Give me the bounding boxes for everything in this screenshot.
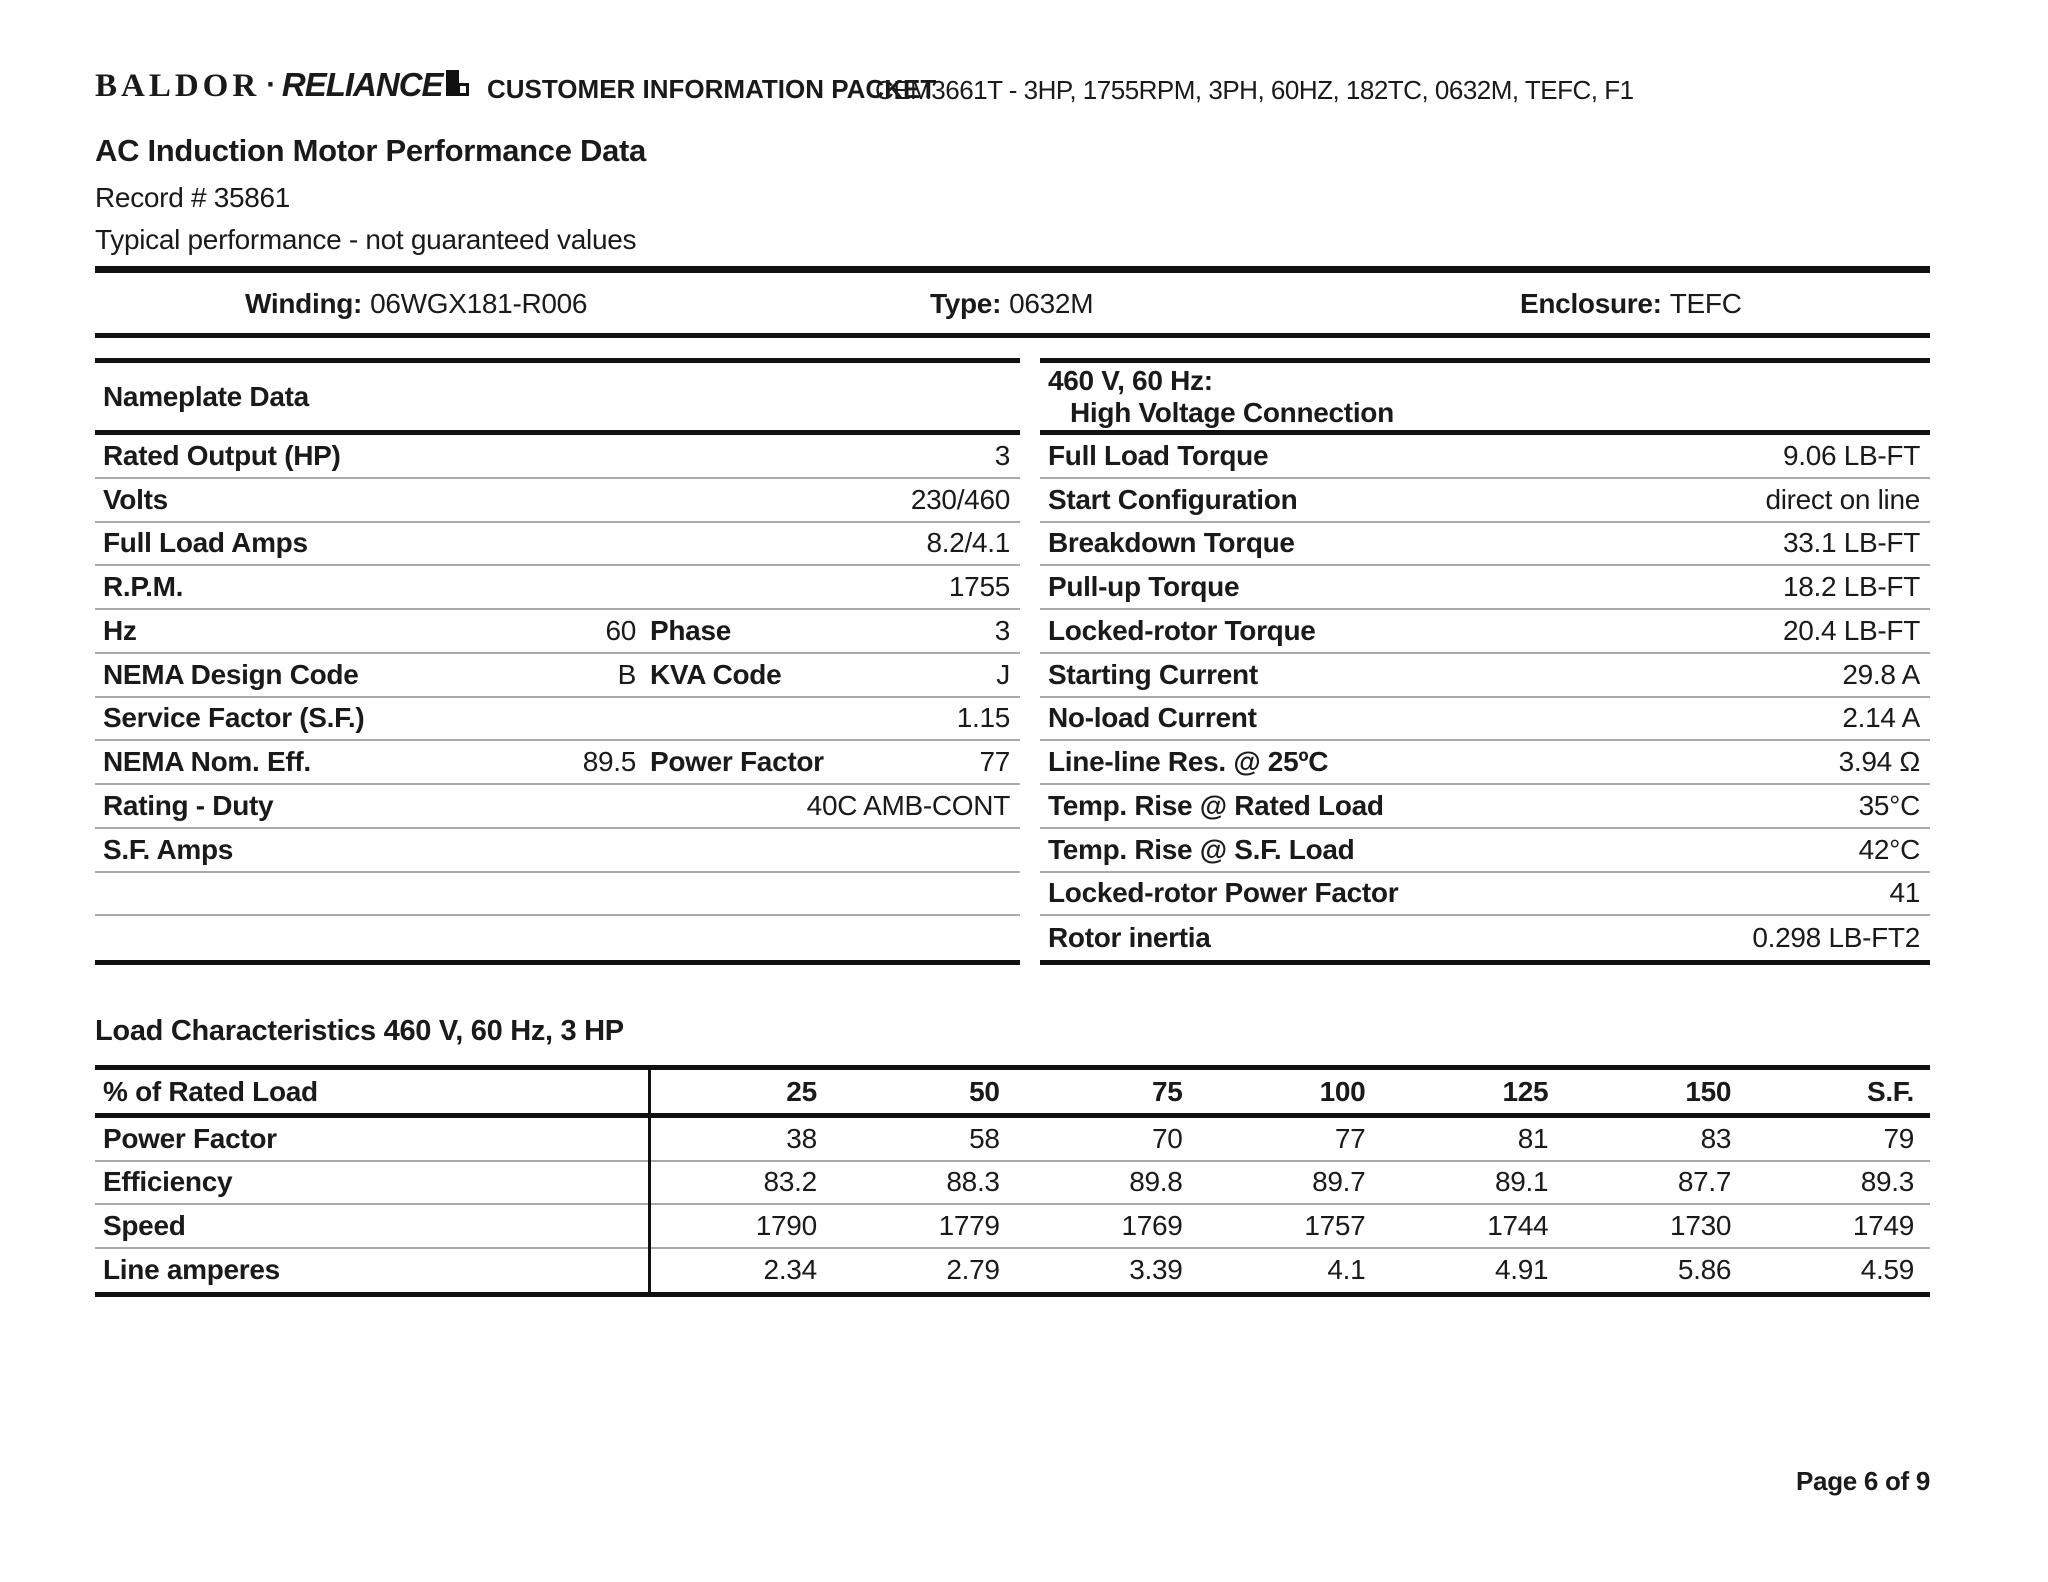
nameplate-row-mid-value: 60 (605, 614, 636, 646)
load-row-value: 88.3 (946, 1166, 1000, 1198)
nameplate-row (95, 785, 1020, 829)
hv-rows (1040, 435, 1930, 960)
nameplate-row (95, 654, 1020, 698)
logo-reliance-text: RELIANCE (281, 66, 443, 103)
hv-row (1040, 741, 1930, 785)
nameplate-row-label: R.P.M. (103, 571, 184, 603)
nameplate-row-label: S.F. Amps (103, 833, 234, 865)
load-row-value: 4.1 (1327, 1254, 1366, 1286)
nameplate-row-label: NEMA Design Code (103, 658, 359, 690)
hv-row-value: 9.06 LB-FT (1782, 439, 1920, 471)
logo-dot-separator: · (266, 68, 276, 101)
load-header-column: S.F. (1866, 1075, 1914, 1107)
load-row-value: 38 (786, 1122, 817, 1154)
hv-row-label: Start Configuration (1048, 483, 1298, 515)
load-row-value: 2.34 (763, 1254, 817, 1286)
hv-row (1040, 479, 1930, 523)
nameplate-row-label2: Power Factor (650, 746, 824, 778)
load-row-value: 79 (1883, 1122, 1914, 1154)
hv-row-label: Breakdown Torque (1048, 527, 1295, 559)
nameplate-rows (95, 435, 1020, 960)
load-header-column: 100 (1319, 1075, 1366, 1107)
winding-field (245, 288, 587, 320)
hv-row-label: Full Load Torque (1048, 439, 1269, 471)
hv-row-label: Starting Current (1048, 658, 1258, 690)
hv-row-value: 18.2 LB-FT (1782, 571, 1920, 603)
hv-row-label: Temp. Rise @ S.F. Load (1048, 833, 1355, 865)
load-row-value: 81 (1517, 1122, 1549, 1154)
spec-tables (95, 358, 1930, 965)
hv-row-label: Line-line Res. @ 25ºC (1048, 746, 1329, 778)
load-table-row (95, 1162, 1930, 1206)
load-table-row (95, 1205, 1930, 1249)
nameplate-row-value: J (996, 658, 1010, 690)
hv-row-label: Pull-up Torque (1048, 571, 1240, 603)
load-header-column: 50 (969, 1075, 1000, 1107)
nameplate-header-text: Nameplate Data (103, 380, 309, 412)
nameplate-row-label2: KVA Code (650, 658, 782, 690)
nameplate-row-value: 3 (994, 439, 1010, 471)
load-characteristics-table (95, 1065, 1930, 1297)
hv-row-label: No-load Current (1048, 702, 1257, 734)
nameplate-row (95, 610, 1020, 654)
nameplate-row (95, 566, 1020, 610)
load-row-value: 1779 (938, 1209, 1000, 1241)
hv-row-value: direct on line (1765, 483, 1920, 515)
nameplate-row-value: 40C AMB-CONT (806, 789, 1010, 821)
load-row-label: Power Factor (103, 1122, 277, 1154)
winding-value: 06WGX181-R006 (370, 288, 588, 319)
hv-row-value: 2.14 A (1842, 702, 1920, 734)
winding-info-bar (95, 266, 1930, 338)
nameplate-row-label2: Phase (650, 614, 731, 646)
hv-header-line2: High Voltage Connection (1070, 396, 1394, 428)
hv-row (1040, 435, 1930, 479)
hv-row (1040, 566, 1930, 610)
hv-row-value: 33.1 LB-FT (1782, 527, 1920, 559)
hv-row (1040, 654, 1930, 698)
load-row-value: 89.1 (1494, 1166, 1549, 1198)
hv-table-header (1040, 363, 1930, 435)
load-table-row (95, 1249, 1930, 1293)
load-row-value: 58 (969, 1122, 1000, 1154)
hv-row-value: 35°C (1858, 789, 1920, 821)
load-row-value: 1749 (1852, 1209, 1914, 1241)
hv-row-value: 29.8 A (1842, 658, 1920, 690)
nameplate-row-value: 230/460 (910, 483, 1010, 515)
logo-flag-icon (446, 70, 459, 96)
load-table-row (95, 1118, 1930, 1162)
nameplate-row-label: NEMA Nom. Eff. (103, 746, 311, 778)
load-row-value: 4.91 (1494, 1254, 1549, 1286)
load-table-body (95, 1118, 1930, 1292)
load-row-value: 1790 (755, 1209, 817, 1241)
title-block (95, 133, 646, 256)
high-voltage-connection-table (1040, 358, 1930, 965)
nameplate-row (95, 523, 1020, 567)
logo-baldor-text: BALDOR (95, 68, 261, 104)
motor-model-spec-line: CEM3661T - 3HP, 1755RPM, 3PH, 60HZ, 182TC, 0632M, TEFC, F1 (875, 75, 1634, 105)
load-header-label: % of Rated Load (103, 1075, 318, 1107)
load-header-column: 150 (1685, 1075, 1732, 1107)
hv-row (1040, 785, 1930, 829)
load-row-value: 83 (1700, 1122, 1732, 1154)
enclosure-value: TEFC (1669, 288, 1742, 319)
load-row-value: 5.86 (1677, 1254, 1732, 1286)
hv-row-value: 3.94 Ω (1838, 746, 1920, 778)
nameplate-row (95, 829, 1020, 873)
enclosure-label: Enclosure: (1520, 288, 1662, 319)
nameplate-row-label: Rating - Duty (103, 789, 274, 821)
nameplate-row-value: 1.15 (956, 702, 1010, 734)
nameplate-row-mid-value: B (617, 658, 636, 690)
nameplate-row-value: 1755 (948, 571, 1010, 603)
column-divider-line (648, 1070, 651, 1292)
load-row-label: Speed (103, 1209, 186, 1241)
hv-row-value: 20.4 LB-FT (1782, 614, 1920, 646)
load-row-value: 2.79 (946, 1254, 1000, 1286)
page-number: Page 6 of 9 (1796, 1466, 1930, 1496)
hv-row (1040, 829, 1930, 873)
nameplate-row (95, 698, 1020, 742)
nameplate-row-value: 77 (979, 746, 1010, 778)
hv-row-label: Locked-rotor Torque (1048, 614, 1316, 646)
nameplate-row (95, 435, 1020, 479)
enclosure-field (1520, 288, 1742, 320)
load-row-value: 4.59 (1860, 1254, 1914, 1286)
hv-row-value: 42°C (1858, 833, 1920, 865)
hv-row (1040, 610, 1930, 654)
load-row-value: 87.7 (1677, 1166, 1732, 1198)
type-value: 0632M (1009, 288, 1094, 319)
nameplate-data-table (95, 358, 1020, 965)
nameplate-row-label: Rated Output (HP) (103, 439, 341, 471)
nameplate-row-label: Service Factor (S.F.) (103, 702, 365, 734)
load-row-value: 1744 (1487, 1209, 1549, 1241)
hv-row (1040, 873, 1930, 917)
nameplate-row-label: Hz (103, 614, 137, 646)
hv-row (1040, 523, 1930, 567)
type-field (930, 288, 1093, 320)
nameplate-row-value: 3 (994, 614, 1010, 646)
type-label: Type: (930, 288, 1002, 319)
hv-row-label: Rotor inertia (1048, 922, 1211, 954)
nameplate-row-value: 8.2/4.1 (926, 527, 1010, 559)
hv-row (1040, 698, 1930, 742)
load-row-value: 89.8 (1129, 1166, 1183, 1198)
hv-row (1040, 916, 1930, 960)
hv-row-value: 0.298 LB-FT2 (1752, 922, 1920, 954)
load-characteristics-heading: Load Characteristics 460 V, 60 Hz, 3 HP (95, 1015, 624, 1047)
winding-label: Winding: (245, 288, 363, 319)
load-row-value: 89.3 (1860, 1166, 1914, 1198)
load-header-column: 25 (786, 1075, 817, 1107)
load-row-value: 89.7 (1312, 1166, 1366, 1198)
nameplate-row-mid-value: 89.5 (582, 746, 636, 778)
load-table-header-row (95, 1070, 1930, 1118)
load-header-column: 75 (1152, 1075, 1183, 1107)
hv-header-line1: 460 V, 60 Hz: (1048, 364, 1213, 396)
load-row-value: 70 (1152, 1122, 1183, 1154)
load-row-value: 1730 (1670, 1209, 1732, 1241)
nameplate-row (95, 916, 1020, 960)
nameplate-table-header (95, 363, 1020, 435)
disclaimer-note: Typical performance - not guaranteed values (95, 224, 637, 255)
load-header-column: 125 (1502, 1075, 1549, 1107)
nameplate-row-label: Volts (103, 483, 168, 515)
load-row-label: Efficiency (103, 1166, 233, 1198)
load-row-value: 77 (1334, 1122, 1366, 1154)
packet-title: CUSTOMER INFORMATION PACKET (487, 74, 937, 104)
hv-row-value: 41 (1889, 877, 1920, 909)
load-row-value: 3.39 (1129, 1254, 1183, 1286)
load-row-value: 1757 (1304, 1209, 1366, 1241)
nameplate-row (95, 873, 1020, 917)
nameplate-row-label: Full Load Amps (103, 527, 308, 559)
load-row-value: 83.2 (763, 1166, 817, 1198)
hv-row-label: Temp. Rise @ Rated Load (1048, 789, 1384, 821)
baldor-reliance-logo (95, 66, 459, 105)
load-row-value: 1769 (1121, 1209, 1183, 1241)
nameplate-row (95, 741, 1020, 785)
hv-row-label: Locked-rotor Power Factor (1048, 877, 1399, 909)
page-title: AC Induction Motor Performance Data (95, 133, 646, 168)
load-row-label: Line amperes (103, 1254, 280, 1286)
nameplate-row (95, 479, 1020, 523)
record-number: Record # 35861 (95, 182, 291, 213)
